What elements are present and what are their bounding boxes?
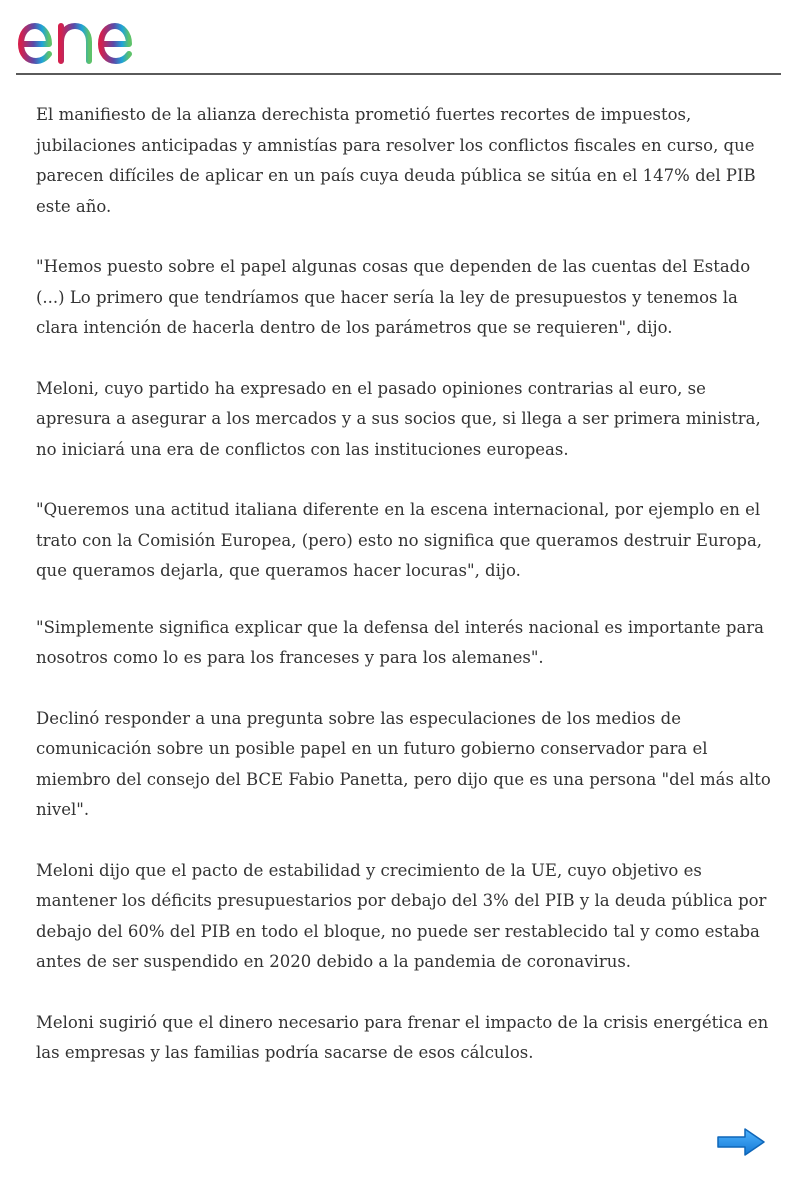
header-divider xyxy=(16,73,781,75)
article-body xyxy=(36,100,776,1069)
article-paragraph-5: "Simplemente significa explicar que la defensa del interés nacional es importante para nosotros como lo es para los franceses y para los alemanes". xyxy=(36,617,765,667)
article-paragraph-3: Meloni, cuyo partido ha expresado en el pasado opiniones contrarias al euro, se apresura a asegurar a los mercados y a sus socios que, si llega a ser primera ministra, no iniciará una era de conflictos con las instituciones europeas. xyxy=(36,378,761,459)
arrow-right-icon xyxy=(714,1124,768,1160)
article-paragraph-4: "Queremos una actitud italiana diferente en la escena internacional, por ejemplo en el trato con la Comisión Europea, (pero) esto no significa que queramos destruir Europa, que queramos dejarla, que queramos hacer locuras", dijo. xyxy=(36,500,763,580)
article-paragraph-7: Meloni dijo que el pacto de estabilidad y crecimiento de la UE, cuyo objetivo es mantener los déficits presupuestarios por debajo del 3% del PIB y la deuda pública por debajo del 60% del PIB en todo el bloque, no puede ser restablecido tal y como estaba antes de ser suspendido en 2020 debido a la pandemia de coronavirus. xyxy=(36,860,767,971)
article-paragraph-6: Declinó responder a una pregunta sobre las especulaciones de los medios de comunicación sobre un posible papel en un futuro gobierno conservador para el miembro del consejo del BCE Fabio Panetta, pero dijo que es una persona "del más alto nivel". xyxy=(36,708,771,819)
article-paragraph-1: El manifiesto de la alianza derechista prometió fuertes recortes de impuestos, jubilaciones anticipadas y amnistías para resolver los conflictos fiscales en curso, que parecen difíciles de aplicar en un país cuya deuda pública se sitúa en el 147% del PIB este año. xyxy=(36,105,756,216)
enel-logo[interactable] xyxy=(18,8,170,66)
article-paragraph-2: "Hemos puesto sobre el papel algunas cosas que dependen de las cuentas del Estado (...) Lo primero que tendríamos que hacer sería la ley de presupuestos y tenemos la clara intención de hacerla dentro de los parámetros que se requieren", dijo. xyxy=(36,257,751,337)
next-page-button[interactable] xyxy=(714,1124,768,1160)
article-paragraph-8: Meloni sugirió que el dinero necesario para frenar el impacto de la crisis energética en las empresas y las familias podría sacarse de esos cálculos. xyxy=(36,1012,769,1062)
page-header xyxy=(0,0,800,76)
